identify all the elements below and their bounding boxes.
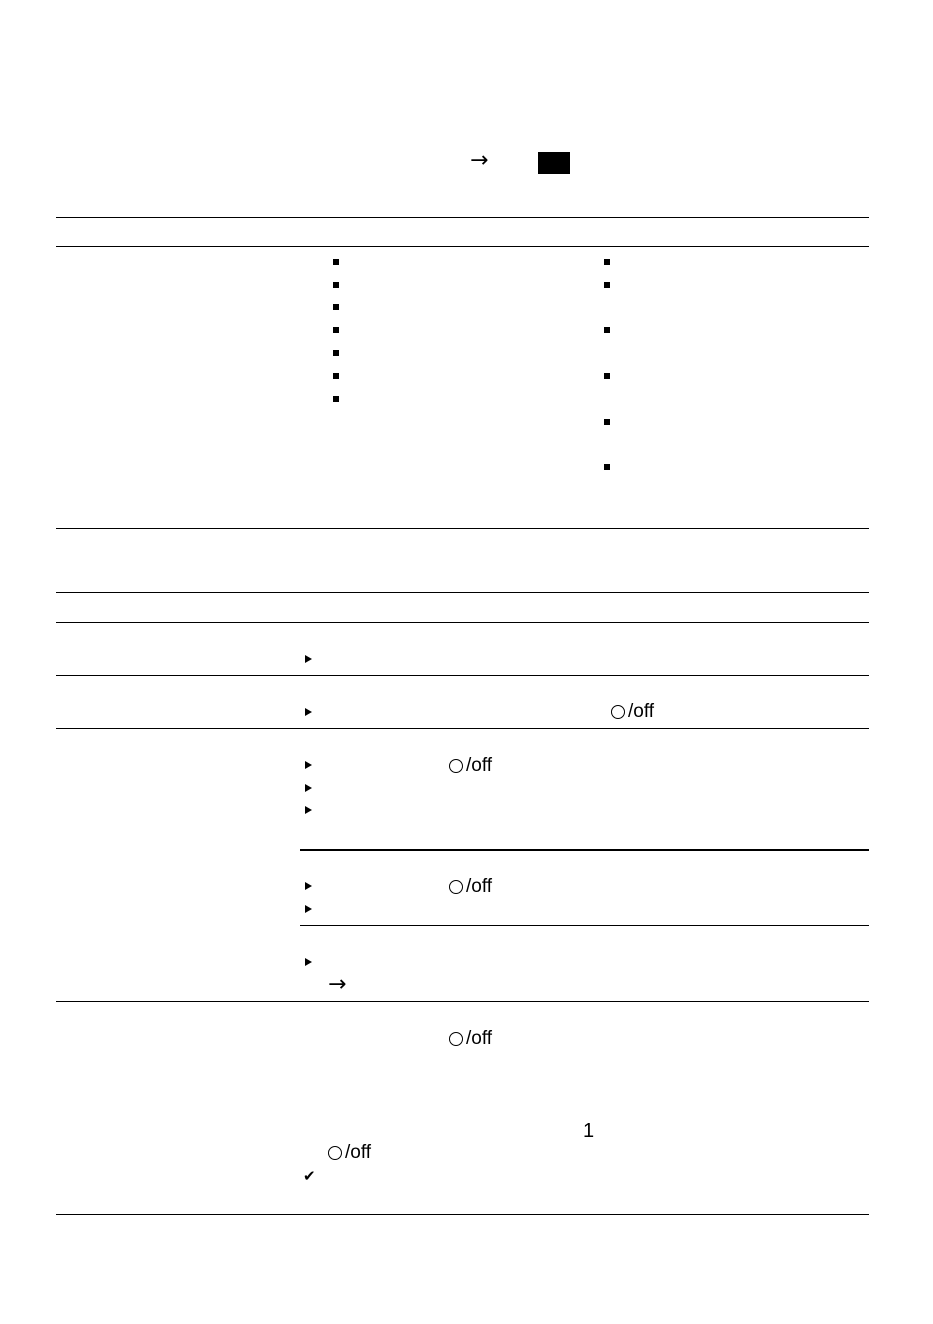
onoff-label: /off [466, 876, 493, 897]
square-bullet-icon [604, 282, 610, 288]
onoff-symbol [449, 1028, 492, 1050]
square-bullet-icon [604, 464, 610, 470]
square-bullet-icon [604, 419, 610, 425]
sub-section-rule [300, 849, 869, 851]
step-arrow: → [328, 972, 347, 997]
table-top-rule [56, 217, 869, 218]
onoff-symbol [449, 876, 492, 898]
row-divider [56, 675, 869, 676]
square-bullet-icon [333, 396, 339, 402]
square-bullet-icon [333, 327, 339, 333]
step-triangle-icon [305, 958, 312, 966]
key-button-icon [538, 152, 570, 174]
power-circle-icon [611, 705, 625, 719]
check-mark-icon: ✔ [303, 1167, 316, 1185]
step-triangle-icon [305, 708, 312, 716]
square-bullet-icon [333, 350, 339, 356]
square-bullet-icon [604, 259, 610, 265]
onoff-label: /off [466, 755, 493, 776]
step-triangle-icon [305, 655, 312, 663]
onoff-symbol [611, 701, 654, 723]
onoff-label: /off [345, 1142, 372, 1163]
header-arrow: → [470, 148, 489, 173]
table-bottom-rule [56, 1214, 869, 1215]
square-bullet-icon [333, 282, 339, 288]
onoff-symbol [328, 1142, 371, 1164]
power-circle-icon [449, 759, 463, 773]
step-triangle-icon [305, 905, 312, 913]
power-circle-icon [328, 1146, 342, 1160]
square-bullet-icon [333, 373, 339, 379]
onoff-label: /off [466, 1028, 493, 1049]
sub-section-rule [300, 925, 869, 926]
step-triangle-icon [305, 784, 312, 792]
square-bullet-icon [333, 304, 339, 310]
row-divider [56, 1001, 869, 1002]
row-divider [56, 528, 869, 529]
step-triangle-icon [305, 761, 312, 769]
power-circle-icon [449, 880, 463, 894]
row-divider [56, 592, 869, 593]
step-triangle-icon [305, 806, 312, 814]
onoff-label: /off [628, 701, 655, 722]
power-circle-icon [449, 1032, 463, 1046]
row-divider [56, 622, 869, 623]
square-bullet-icon [333, 259, 339, 265]
row-divider [56, 728, 869, 729]
step-triangle-icon [305, 882, 312, 890]
step-number: 1 [583, 1120, 595, 1142]
square-bullet-icon [604, 373, 610, 379]
table-header-rule [56, 246, 869, 247]
square-bullet-icon [604, 327, 610, 333]
onoff-symbol [449, 755, 492, 777]
